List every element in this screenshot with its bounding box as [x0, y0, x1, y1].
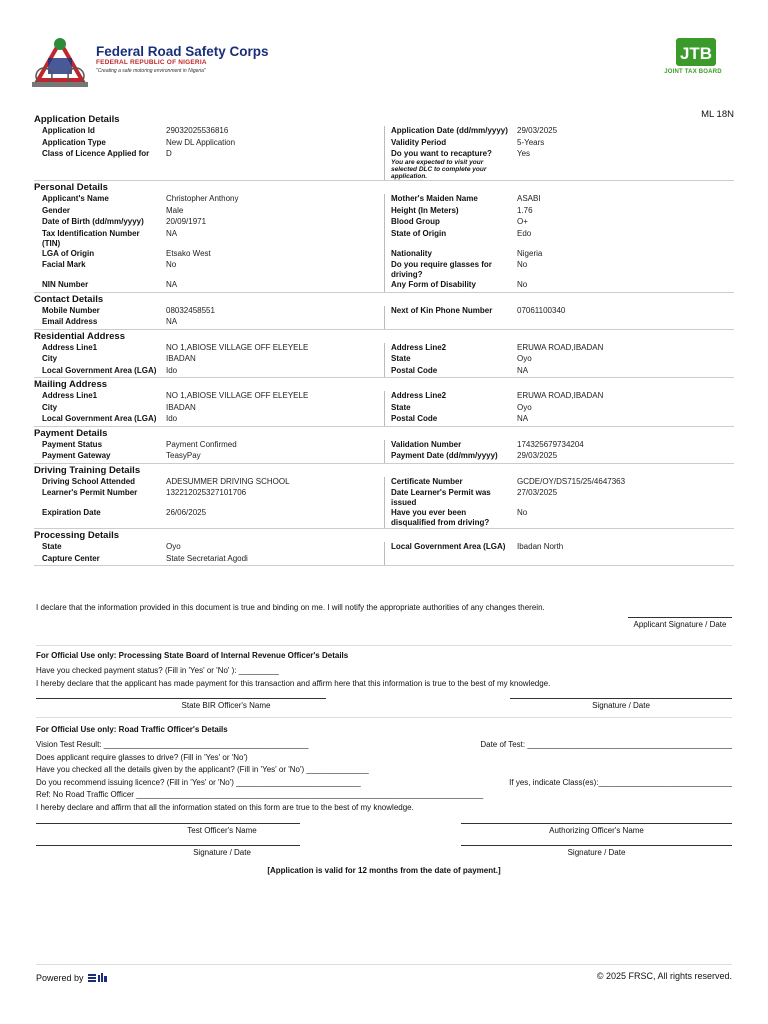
field-label-text: Certificate Number — [391, 476, 463, 486]
detail-row — [34, 366, 734, 378]
field-value: D — [166, 149, 172, 158]
field-value: 29/03/2025 — [517, 126, 558, 135]
section-body — [34, 194, 734, 293]
detail-row — [34, 149, 734, 180]
field-label-text: Mobile Number — [42, 305, 100, 315]
left-column — [34, 126, 384, 138]
declaration-text: I declare that the information provided in this document is true and binding on me. I will notify the appropriate authorities of any changes therein. — [36, 603, 545, 612]
field-value: State Secretariat Agodi — [166, 553, 248, 563]
field-label-text: Payment Status — [42, 439, 103, 449]
field-value: Oyo — [517, 354, 532, 363]
field-value: Nigeria — [517, 248, 543, 258]
right-column — [384, 508, 734, 528]
field-label-text: Gender — [42, 205, 71, 215]
rto-section-title: For Official Use only: Road Traffic Officer's Details — [36, 725, 228, 734]
field-label — [385, 508, 509, 528]
field-value: Payment Confirmed — [166, 439, 237, 449]
detail-row — [34, 260, 734, 280]
field-value: New DL Application — [166, 137, 236, 147]
right-column — [384, 229, 734, 249]
field-label — [385, 354, 509, 366]
right-column — [384, 366, 734, 378]
field-label — [34, 477, 158, 489]
right-column — [384, 194, 734, 206]
field-label-text: Nationality — [391, 248, 432, 258]
field-label-text: Class of Licence Applied for — [42, 149, 150, 158]
section-body — [34, 343, 734, 379]
field-value: NA — [517, 365, 529, 375]
field-label — [385, 194, 509, 206]
left-column — [34, 280, 384, 292]
field-label-text: City — [42, 402, 58, 412]
date-of-test-field: Date of Test: ______________________________________________ — [480, 740, 732, 749]
field-label — [34, 403, 158, 415]
field-label-text: Address Line2 — [391, 342, 447, 352]
field-label — [34, 217, 158, 229]
field-value: No — [166, 260, 177, 269]
svg-text:JTB: JTB — [679, 44, 713, 63]
field-label-text: Local Government Area (LGA) — [391, 542, 506, 551]
field-value: Yes — [517, 149, 531, 158]
field-label-text: Mother's Maiden Name — [391, 194, 478, 203]
field-label-text: Postal Code — [391, 365, 438, 375]
field-label — [34, 354, 158, 366]
field-label-text: Payment Date (dd/mm/yyyy) — [391, 451, 498, 460]
field-label-text: Application Type — [42, 137, 106, 147]
field-value: IBADAN — [166, 402, 196, 412]
field-label — [385, 217, 509, 229]
field-label-text: Tax Identification Number (TIN) — [42, 228, 140, 248]
field-label-text: Any Form of Disability — [391, 280, 476, 289]
field-value: 29/03/2025 — [517, 451, 558, 460]
right-column — [384, 206, 734, 218]
detail-row — [34, 217, 734, 229]
field-label — [34, 126, 158, 138]
field-label — [385, 260, 509, 280]
field-label-text: State of Origin — [391, 228, 447, 238]
detail-row — [34, 194, 734, 206]
left-column — [34, 440, 384, 452]
section-title: Contact Details — [34, 293, 104, 305]
field-value: ERUWA ROAD,IBADAN — [517, 342, 604, 352]
validity-note: [Application is valid for 12 months from the date of payment.] — [267, 866, 501, 875]
detail-row — [34, 317, 734, 329]
auth-officer-label: Authorizing Officer's Name — [549, 826, 644, 835]
field-label-text: Do you want to recapture? — [391, 149, 492, 158]
field-label — [385, 488, 509, 508]
field-value: 26/06/2025 — [166, 508, 207, 517]
field-label-text: Expiration Date — [42, 508, 101, 517]
field-value: 20/09/1971 — [166, 217, 207, 226]
rto-ref-field: Ref: No Road Traffic Officer ______________________________________________________________________________ — [36, 790, 484, 799]
footer-divider — [36, 964, 732, 965]
detail-row — [34, 403, 734, 415]
field-label — [34, 508, 158, 528]
section-title: Application Details — [34, 114, 120, 125]
left-column — [34, 542, 384, 554]
field-label — [34, 306, 158, 318]
field-value — [509, 554, 734, 566]
left-column — [34, 249, 384, 261]
field-label — [34, 542, 158, 554]
section-title: Residential Address — [34, 330, 125, 342]
field-value: O+ — [517, 217, 528, 226]
bir-signature-label: Signature / Date — [592, 701, 650, 710]
field-label — [385, 451, 509, 463]
detail-row — [34, 477, 734, 489]
field-value: 174325679734204 — [517, 439, 584, 449]
test-officer-signature-label: Signature / Date — [193, 848, 251, 857]
field-value: 07061100340 — [517, 305, 566, 315]
field-label — [385, 554, 509, 566]
test-officer-line — [36, 823, 300, 824]
field-label — [34, 451, 158, 463]
field-value: ADESUMMER DRIVING SCHOOL — [166, 476, 290, 486]
left-column — [34, 477, 384, 489]
field-label-text: Blood Group — [391, 217, 440, 226]
field-note: You are expected to visit your selected DLC to complete your application. — [391, 159, 487, 180]
right-column — [384, 149, 734, 180]
left-column — [34, 403, 384, 415]
bir-section-title: For Official Use only: Processing State Board of Internal Revenue Officer's Details — [36, 651, 349, 660]
left-column — [34, 206, 384, 218]
field-label-text: Validation Number — [391, 439, 462, 449]
detail-row — [34, 508, 734, 528]
applicant-signature-label: Applicant Signature / Date — [633, 620, 727, 629]
glasses-question: Does applicant require glasses to drive? (Fill in 'Yes' or 'No') — [36, 753, 248, 762]
divider — [36, 717, 732, 718]
right-column — [384, 280, 734, 292]
section-title: Personal Details — [34, 182, 108, 193]
left-column — [34, 217, 384, 229]
field-label — [34, 440, 158, 452]
right-column — [384, 477, 734, 489]
detail-row — [34, 488, 734, 508]
left-column — [34, 508, 384, 528]
form-sections — [34, 113, 734, 566]
form-code: ML 18N — [701, 109, 734, 120]
field-label — [34, 229, 158, 249]
detail-row — [34, 414, 734, 426]
left-column — [34, 366, 384, 378]
auth-officer-signature-label: Signature / Date — [567, 848, 626, 857]
field-label-text: Validity Period — [391, 137, 447, 147]
field-value: Oyo — [517, 402, 532, 412]
detail-row — [34, 249, 734, 261]
org-subtitle: FEDERAL REPUBLIC OF NIGERIA — [96, 59, 207, 66]
field-label — [385, 542, 509, 554]
field-label-text: Applicant's Name — [42, 194, 109, 203]
test-officer-label: Test Officer's Name — [187, 826, 257, 835]
left-column — [34, 354, 384, 366]
field-label-text: Address Line2 — [391, 391, 447, 400]
field-label — [385, 280, 509, 292]
field-value: Ibadan North — [517, 542, 564, 551]
field-label-text: LGA of Origin — [42, 248, 95, 258]
section-body — [34, 542, 734, 566]
left-column — [34, 391, 384, 403]
field-value: 08032458551 — [166, 305, 215, 315]
field-value: No — [517, 280, 528, 289]
right-column — [384, 403, 734, 415]
right-column — [384, 451, 734, 463]
field-label — [385, 317, 509, 329]
right-column — [384, 414, 734, 426]
field-value: NA — [517, 414, 529, 423]
field-label-text: State — [42, 542, 62, 551]
field-value: 1.76 — [517, 205, 533, 215]
field-label-text: Date of Birth (dd/mm/yyyy) — [42, 217, 144, 226]
field-value: NO 1,ABIOSE VILLAGE OFF ELEYELE — [166, 391, 309, 400]
section-body — [34, 440, 734, 464]
field-value: No — [517, 260, 528, 269]
field-label-text: Capture Center — [42, 553, 100, 563]
copyright: © 2025 FRSC, All rights reserved. — [596, 971, 732, 981]
detail-row — [34, 440, 734, 452]
field-value: Ido — [166, 414, 178, 423]
provider-logo-icon — [88, 973, 108, 983]
field-label-text: Local Government Area (LGA) — [42, 414, 157, 423]
left-column — [34, 260, 384, 280]
left-column — [34, 138, 384, 150]
detail-row — [34, 391, 734, 403]
field-value: NA — [166, 280, 178, 289]
detail-row — [34, 554, 734, 566]
section-title: Driving Training Details — [34, 464, 141, 476]
field-value: ERUWA ROAD,IBADAN — [517, 391, 604, 400]
right-column — [384, 138, 734, 150]
right-column — [384, 488, 734, 508]
field-label — [385, 206, 509, 218]
left-column — [34, 554, 384, 566]
jtb-mark-icon — [676, 38, 716, 66]
field-value: IBADAN — [166, 354, 196, 363]
field-value: NO 1,ABIOSE VILLAGE OFF ELEYELE — [166, 342, 309, 352]
field-label-text: Address Line1 — [42, 391, 98, 400]
right-column — [384, 306, 734, 318]
left-column — [34, 229, 384, 249]
field-value: TeasyPay — [166, 451, 201, 460]
field-label-text: State — [391, 402, 411, 412]
left-column — [34, 306, 384, 318]
field-value: GCDE/OY/DS715/25/4647363 — [517, 476, 626, 486]
powered-by-label: Powered by — [36, 973, 84, 983]
vision-test-field: Vision Test Result: ______________________________________________ — [36, 740, 309, 749]
field-label — [385, 249, 509, 261]
detail-row — [34, 343, 734, 355]
org-motto: "Creating a safe motoring environment in Nigeria" — [96, 68, 206, 74]
org-title: Federal Road Safety Corps — [96, 44, 269, 59]
field-label-text: Application Date (dd/mm/yyyy) — [391, 126, 508, 135]
field-label-text: Date Learner's Permit was issued — [391, 488, 491, 507]
bir-payment-question: Have you checked payment status? (Fill in 'Yes' or 'No' ): _________ — [36, 666, 279, 675]
bir-name-label: State BIR Officer's Name — [181, 701, 271, 710]
field-label-text: Next of Kin Phone Number — [391, 305, 493, 315]
left-column — [34, 317, 384, 329]
detail-row — [34, 451, 734, 463]
left-column — [34, 451, 384, 463]
field-value: Male — [166, 205, 184, 215]
field-label-text: Facial Mark — [42, 260, 86, 269]
rto-affirmation: I hereby declare and affirm that all the information stated on this form are true to the best of my knowledge. — [36, 803, 414, 812]
jtb-label: JOINT TAX BOARD — [664, 69, 722, 75]
section-title: Mailing Address — [34, 379, 108, 390]
field-value: NA — [166, 228, 178, 238]
right-column — [384, 126, 734, 138]
field-label — [385, 126, 509, 138]
field-value: ASABI — [517, 194, 541, 203]
field-value: 132212025327101706 — [166, 488, 247, 497]
field-label-text: Local Government Area (LGA) — [42, 365, 157, 375]
field-label — [385, 440, 509, 452]
detail-row — [34, 206, 734, 218]
page-header — [30, 30, 738, 90]
field-label-text: Postal Code — [391, 414, 438, 423]
right-column — [384, 343, 734, 355]
powered-by — [36, 973, 108, 983]
field-label — [385, 229, 509, 249]
detail-row — [34, 354, 734, 366]
detail-row — [34, 542, 734, 554]
field-label — [385, 477, 509, 489]
bir-name-line — [36, 698, 326, 699]
right-column — [384, 354, 734, 366]
bir-signature-line — [510, 698, 732, 699]
right-column — [384, 554, 734, 566]
field-label — [34, 280, 158, 292]
field-label-text: Have you ever been disqualified from driving? — [391, 508, 490, 527]
field-label-text: Do you require glasses for driving? — [391, 260, 492, 279]
test-officer-signature-line — [36, 845, 300, 846]
field-label-text: Learner's Permit Number — [42, 488, 138, 497]
detail-row — [34, 280, 734, 292]
divider — [36, 645, 732, 646]
right-column — [384, 542, 734, 554]
auth-officer-line — [461, 823, 732, 824]
field-value: Etsako West — [166, 248, 211, 258]
field-value: 27/03/2025 — [517, 488, 558, 497]
right-column — [384, 217, 734, 229]
recommend-licence-question: Do you recommend issuing licence? (Fill in 'Yes' or 'No') ____________________________ — [36, 778, 361, 787]
right-column — [384, 440, 734, 452]
field-label-text: Payment Gateway — [42, 451, 111, 460]
field-label — [385, 306, 509, 318]
section-body — [34, 126, 734, 181]
field-value: 29032025536816 — [166, 126, 229, 135]
field-label-text: Driving School Attended — [42, 476, 136, 486]
field-label — [34, 554, 158, 566]
field-label — [34, 149, 158, 180]
field-label — [34, 317, 158, 329]
right-column — [384, 391, 734, 403]
right-column — [384, 317, 734, 329]
field-value: Ido — [166, 365, 178, 375]
section-body — [34, 477, 734, 530]
frsc-crest-logo — [30, 36, 90, 88]
field-value: Christopher Anthony — [166, 194, 239, 203]
field-label — [34, 366, 158, 378]
jtb-logo — [648, 36, 738, 82]
field-label — [385, 138, 509, 150]
right-column — [384, 249, 734, 261]
field-value — [509, 317, 734, 329]
field-label — [34, 206, 158, 218]
field-value: No — [517, 508, 528, 517]
field-label — [385, 391, 509, 403]
field-label — [34, 391, 158, 403]
section-body — [34, 306, 734, 330]
field-value: 5-Years — [517, 137, 545, 147]
left-column — [34, 488, 384, 508]
left-column — [34, 149, 384, 180]
detail-row — [34, 229, 734, 249]
field-label — [34, 343, 158, 355]
right-column — [384, 260, 734, 280]
section-title: Payment Details — [34, 427, 108, 439]
field-label-text: Email Address — [42, 317, 98, 326]
field-label-text: State — [391, 354, 411, 363]
field-label — [34, 249, 158, 261]
field-label — [34, 138, 158, 150]
field-label-text: NIN Number — [42, 280, 89, 289]
left-column — [34, 414, 384, 426]
field-value: NA — [166, 317, 178, 326]
field-value: Edo — [517, 228, 532, 238]
field-label — [385, 149, 509, 180]
section-body — [34, 391, 734, 427]
field-label — [34, 194, 158, 206]
left-column — [34, 194, 384, 206]
field-label — [385, 414, 509, 426]
applicant-signature-line — [628, 617, 732, 618]
field-label — [34, 414, 158, 426]
bir-declaration: I hereby declare that the applicant has made payment for this transaction and affirm here that this information is true to the best of my knowledge. — [36, 679, 551, 688]
left-column — [34, 343, 384, 355]
section-title: Processing Details — [34, 530, 120, 541]
detail-row — [34, 306, 734, 318]
field-label — [385, 403, 509, 415]
field-label-text: Application Id — [42, 126, 95, 135]
field-label — [385, 366, 509, 378]
field-label-text: City — [42, 354, 58, 363]
field-label — [34, 488, 158, 508]
field-label-text: Address Line1 — [42, 342, 98, 352]
field-label — [34, 260, 158, 280]
auth-officer-signature-line — [461, 845, 732, 846]
licence-class-field: If yes, indicate Class(es):______________________________ — [509, 778, 732, 787]
field-label — [385, 343, 509, 355]
details-checked-question: Have you checked all the details given by the applicant? (Fill in 'Yes' or 'No') ______________ — [36, 765, 369, 774]
detail-row — [34, 138, 734, 150]
detail-row — [34, 126, 734, 138]
field-value: Oyo — [166, 542, 181, 551]
field-label-text: Height (In Meters) — [391, 205, 459, 215]
